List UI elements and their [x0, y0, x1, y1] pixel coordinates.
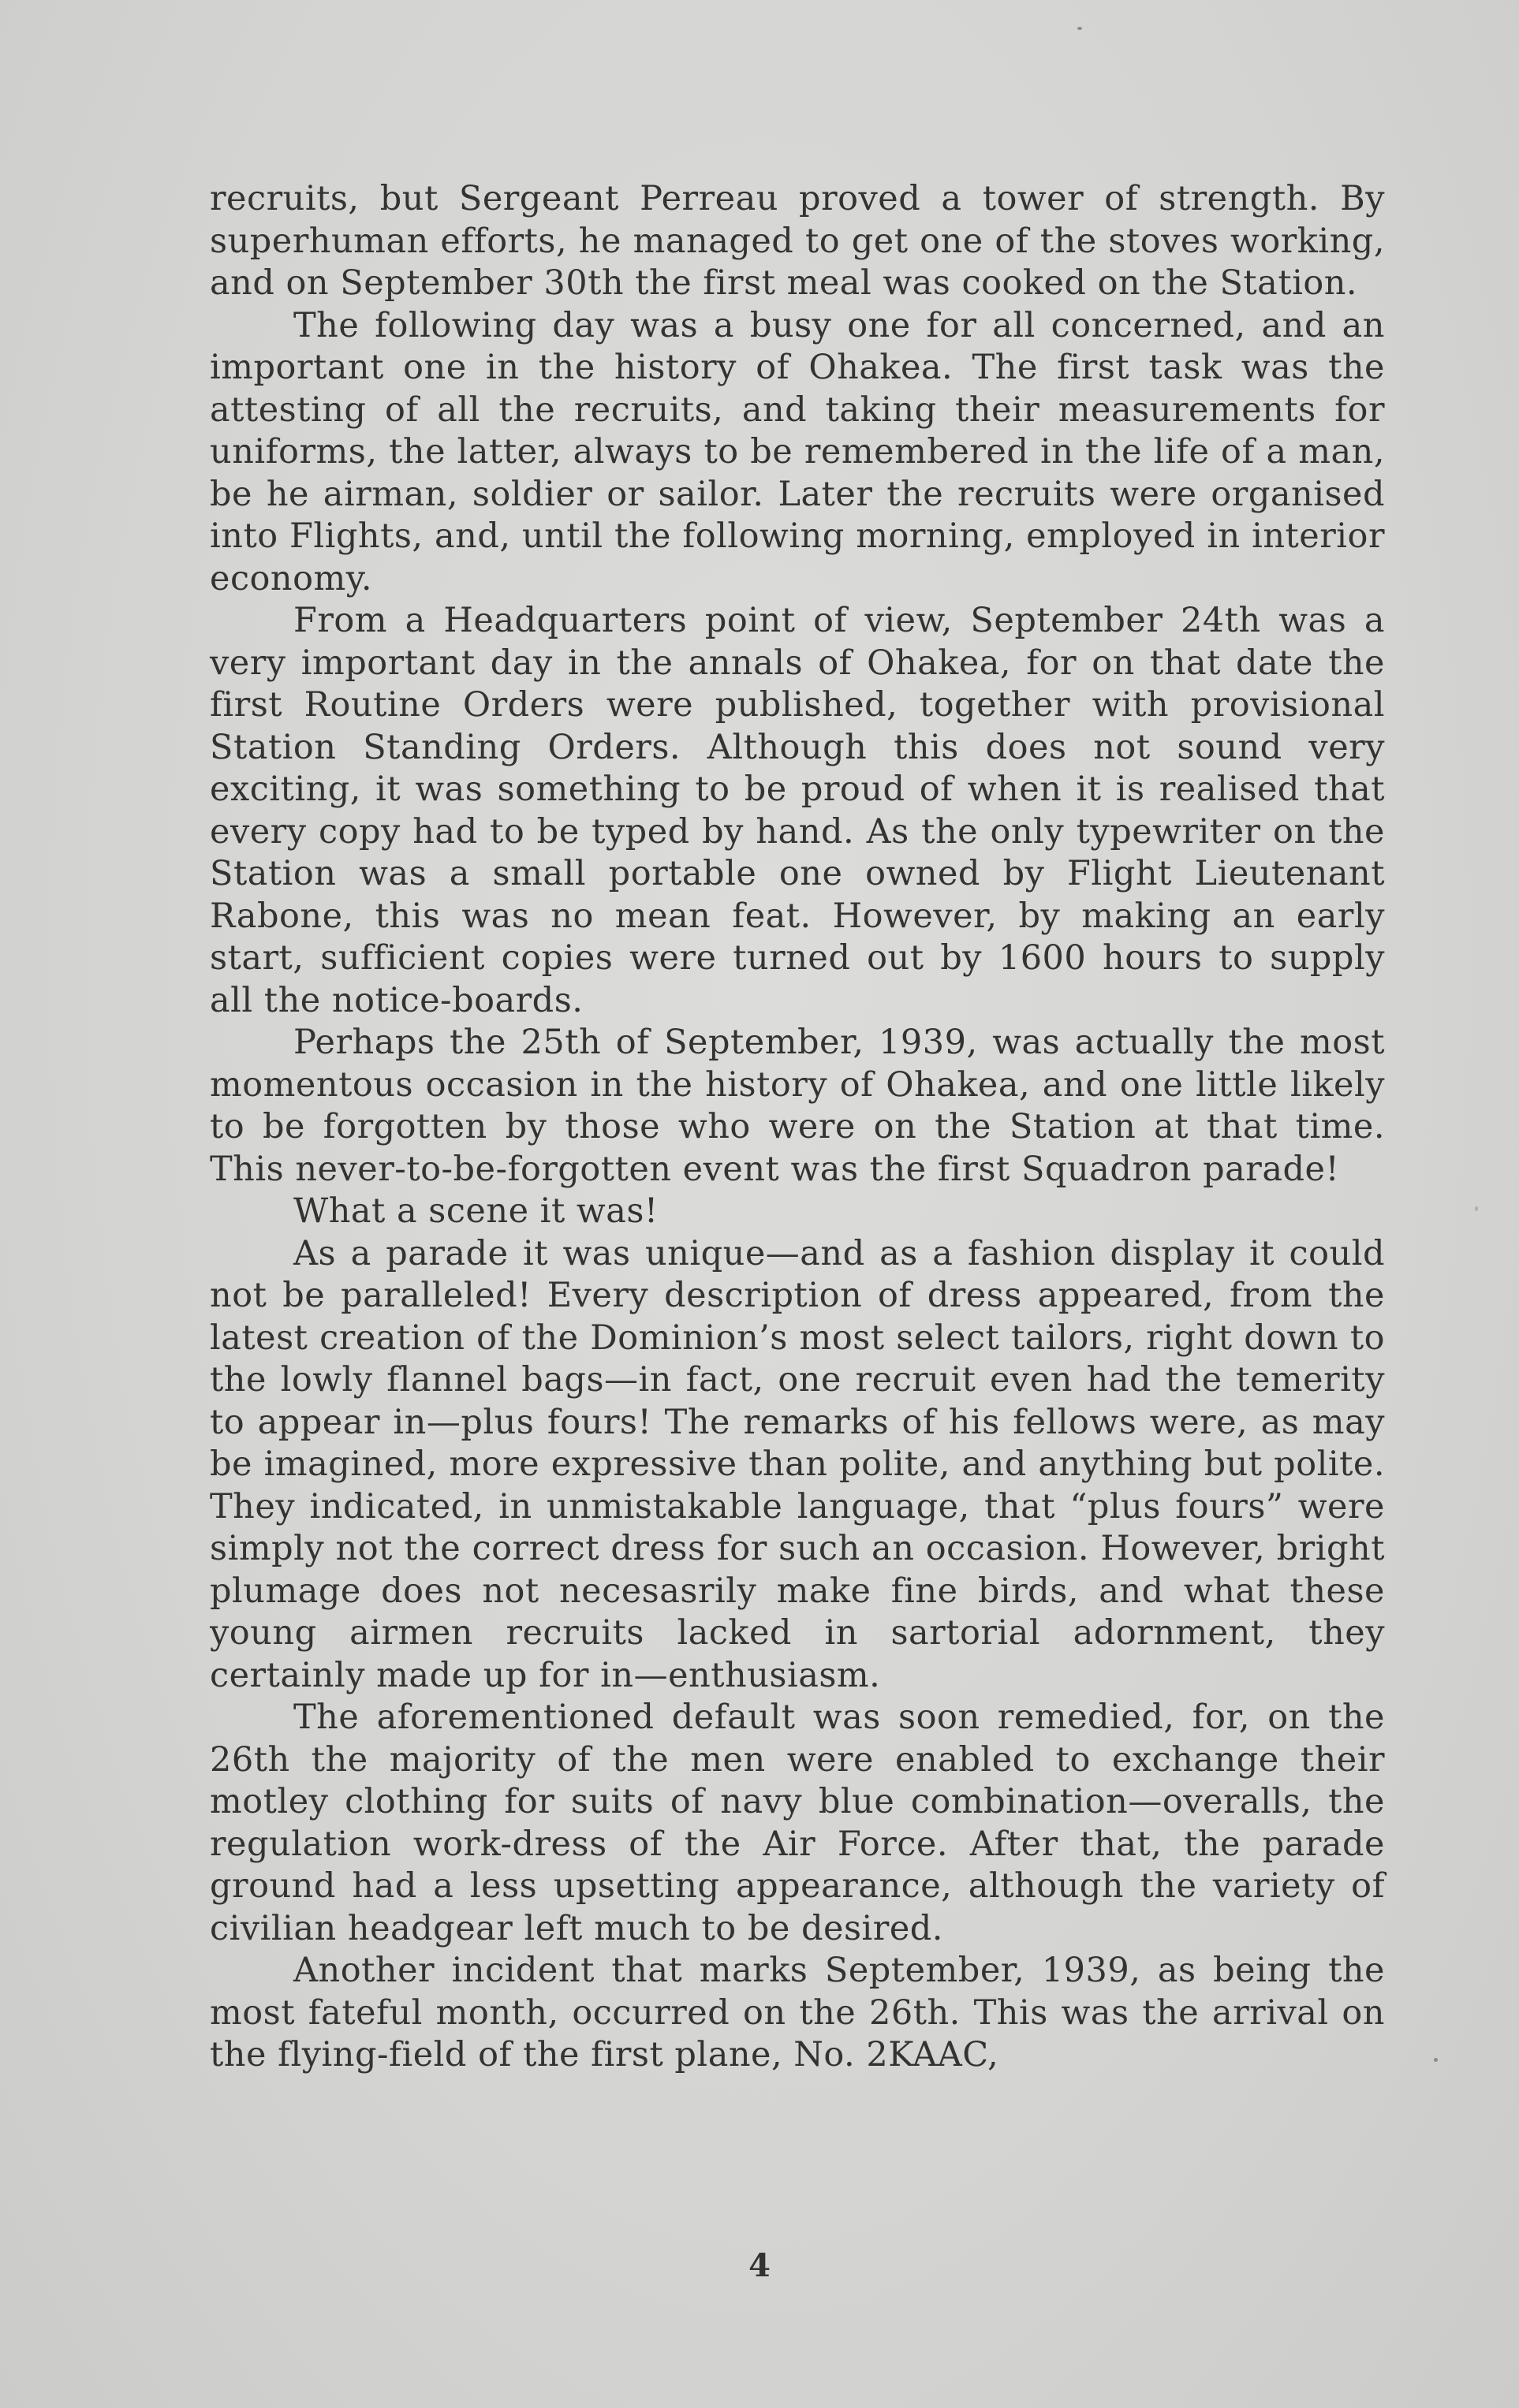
paragraph-3: From a Headquarters point of view, September 24th was a very important day in the annals of Ohakea, for on that date the first Routine Orders were published, together with provisional Station Standing Orders. Although this does not sound very exciting, it was something to be proud of when it is realised that every copy had to be typed by hand. As the only typewriter on the Station was a small portable one owned by Flight Lieutenant Rabone, this was no mean feat. However, by making an early start, sufficient copies were turned out by 1600 hours to supply all the notice-boards.: [210, 601, 1385, 1020]
paragraph-2: The following day was a busy one for all concerned, and an important one in the history of Ohakea. The first task was the attesting of all the recruits, and taking their measurements for uniforms, the latter, always to be remembered in the life of a man, be he airman, soldier or sailor. Later the recruits were organised into Flights, and, until the following morning, employed in interior economy.: [210, 305, 1385, 598]
paragraph-5: What a scene it was!: [293, 1191, 659, 1231]
paragraph-6: As a parade it was unique—and as a fashion display it could not be paralleled! Every description of dress appeared, from the latest creation of the Dominion’s most select tailors, right down to the lowly flannel bags—in fact, one recruit even had the temerity to appear in—plus fours! The remarks of his fellows were, as may be imagined, more expressive than polite, and anything but polite. They indicated, in unmistakable language, that “plus fours” were simply not the correct dress for such an occasion. However, bright plumage does not necesasrily make fine birds, and what these young airmen recruits lacked in sartorial adornment, they certainly made up for in—enthusiasm.: [210, 1233, 1385, 1695]
paper-speck: [1475, 1206, 1478, 1211]
page-number: 4: [748, 2247, 771, 2284]
paragraph-4: Perhaps the 25th of September, 1939, was actually the most momentous occasion in the history of Ohakea, and one little likely to be forgotten by those who were on the Station at that time. This never-to-be-forgotten event was the first Squadron parade!: [210, 1023, 1385, 1189]
paper-speck: [1077, 27, 1082, 30]
paragraph-1: recruits, but Sergeant Perreau proved a tower of strength. By superhuman efforts, he managed to get one of the stoves working, and on September 30th the first meal was cooked on the Station.: [210, 179, 1385, 303]
body-text: [210, 178, 1385, 2077]
paper-speck: [1434, 2058, 1438, 2062]
paragraph-7: The aforementioned default was soon remedied, for, on the 26th the majority of the men were enabled to exchange their motley clothing for suits of navy blue combination—overalls, the regulation work-dress of the Air Force. After that, the parade ground had a less upsetting appearance, although the variety of civilian headgear left much to be desired.: [210, 1698, 1385, 1948]
paragraph-8: Another incident that marks September, 1939, as being the most fateful month, occurred on the 26th. This was the arrival on the flying-field of the first plane, No. 2KAAC,: [210, 1951, 1385, 2074]
